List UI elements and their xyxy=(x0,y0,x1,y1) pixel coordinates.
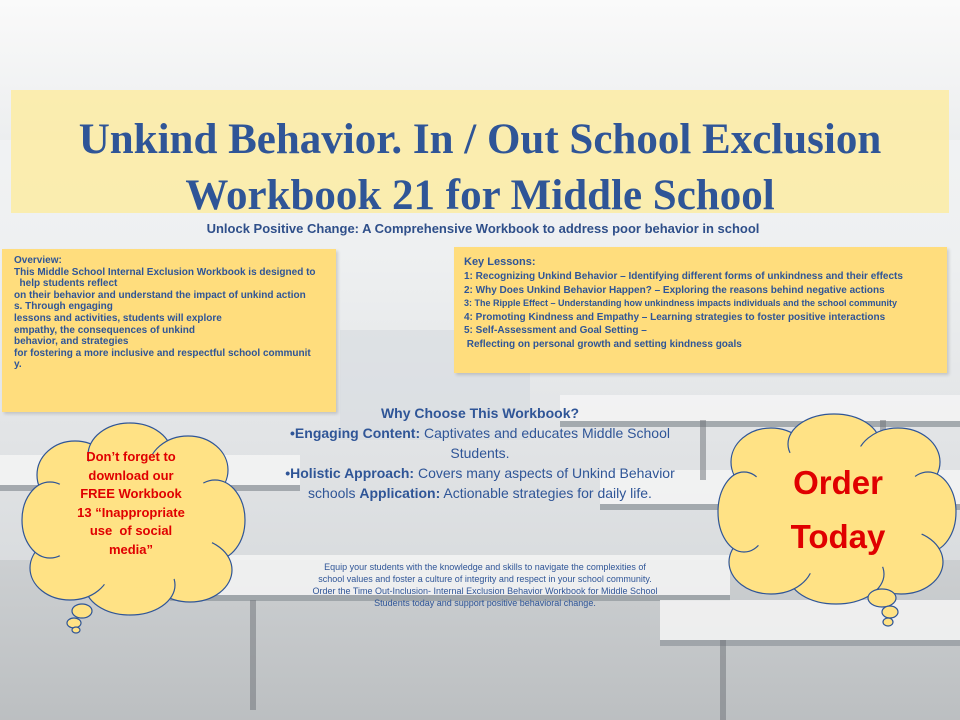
cloud-line: use of social xyxy=(89,523,173,538)
order-today-cloud-text[interactable] xyxy=(728,456,948,564)
overview-line: lessons and activities, students will explore xyxy=(14,312,222,324)
title-line-2: Workbook 21 for Middle School xyxy=(185,172,775,219)
application-text: Actionable strategies for daily life. xyxy=(440,485,652,501)
cloud-line: 13 “Inappropriate xyxy=(77,504,185,520)
engaging-content-point xyxy=(230,423,730,443)
closing-line: school values and foster a culture of integrity and respect in your school community. xyxy=(318,574,652,584)
closing-line: Equip your students with the knowledge and skills to navigate the complexities of xyxy=(324,562,646,572)
schools-text: schools xyxy=(308,485,360,501)
key-lesson-item: 1: Recognizing Unkind Behavior – Identifying different forms of unkindness and their effects xyxy=(464,271,903,282)
cloud-line: FREE Workbook xyxy=(80,486,182,501)
engaging-content-cont: Students. xyxy=(450,445,510,461)
order-line-2: Today xyxy=(790,518,886,555)
closing-line: Order the Time Out-Inclusion- Internal Exclusion Behavior Workbook for Middle School xyxy=(312,586,658,596)
overview-line: on their behavior and understand the impact of unkind action xyxy=(14,289,306,301)
overview-line: This Middle School Internal Exclusion Workbook is designed to xyxy=(14,266,316,278)
page-title xyxy=(0,112,960,224)
overview-box xyxy=(2,249,336,412)
key-lesson-item: 5: Self-Assessment and Goal Setting – xyxy=(464,325,647,336)
application-point xyxy=(230,483,730,503)
holistic-text: Covers many aspects of Unkind Behavior xyxy=(414,465,675,481)
key-lessons-heading: Key Lessons: xyxy=(464,256,536,268)
cloud-line: media” xyxy=(108,541,154,557)
key-lesson-item: 3: The Ripple Effect – Understanding how unkindness impacts individuals and the school community xyxy=(464,298,898,308)
key-lesson-item: 4: Promoting Kindness and Empathy – Learning strategies to foster positive interactions xyxy=(464,311,886,323)
engaging-label: •Engaging Content: xyxy=(290,425,421,441)
subtitle: Unlock Positive Change: A Comprehensive Workbook to address poor behavior in school xyxy=(206,221,760,236)
overview-line: help students reflect xyxy=(14,278,118,290)
overview-line: for fostering a more inclusive and respectful school communit xyxy=(14,347,311,359)
holistic-label: •Holistic Approach: xyxy=(285,465,415,481)
holistic-approach-point xyxy=(230,463,730,483)
overview-line: empathy, the consequences of unkind xyxy=(14,324,195,336)
overview-line: y. xyxy=(14,359,22,371)
overview-line: Overview: xyxy=(14,255,62,266)
key-lessons-box xyxy=(454,247,947,373)
overview-line: s. Through engaging xyxy=(14,301,113,313)
key-lesson-item: Reflecting on personal growth and setting kindness goals xyxy=(464,338,742,350)
why-heading: Why Choose This Workbook? xyxy=(380,405,580,421)
key-lesson-item: 2: Why Does Unkind Behavior Happen? – Exploring the reasons behind negative actions xyxy=(464,284,885,296)
closing-paragraph xyxy=(240,561,730,609)
free-workbook-cloud-text[interactable] xyxy=(52,448,210,559)
cloud-line: Don’t forget to xyxy=(86,449,176,464)
order-line-1: Order xyxy=(793,464,883,501)
title-line-1: Unkind Behavior. In / Out School Exclusion xyxy=(78,116,882,163)
why-choose-section xyxy=(230,403,730,503)
desk-leg xyxy=(250,600,256,710)
cloud-line: download our xyxy=(88,467,174,483)
engaging-text: Captivates and educates Middle School xyxy=(420,425,670,441)
desk-leg xyxy=(720,640,726,720)
closing-line: Students today and support positive behavioral change. xyxy=(374,598,596,608)
overview-line: behavior, and strategies xyxy=(14,336,129,348)
application-label: Application: xyxy=(359,485,441,501)
